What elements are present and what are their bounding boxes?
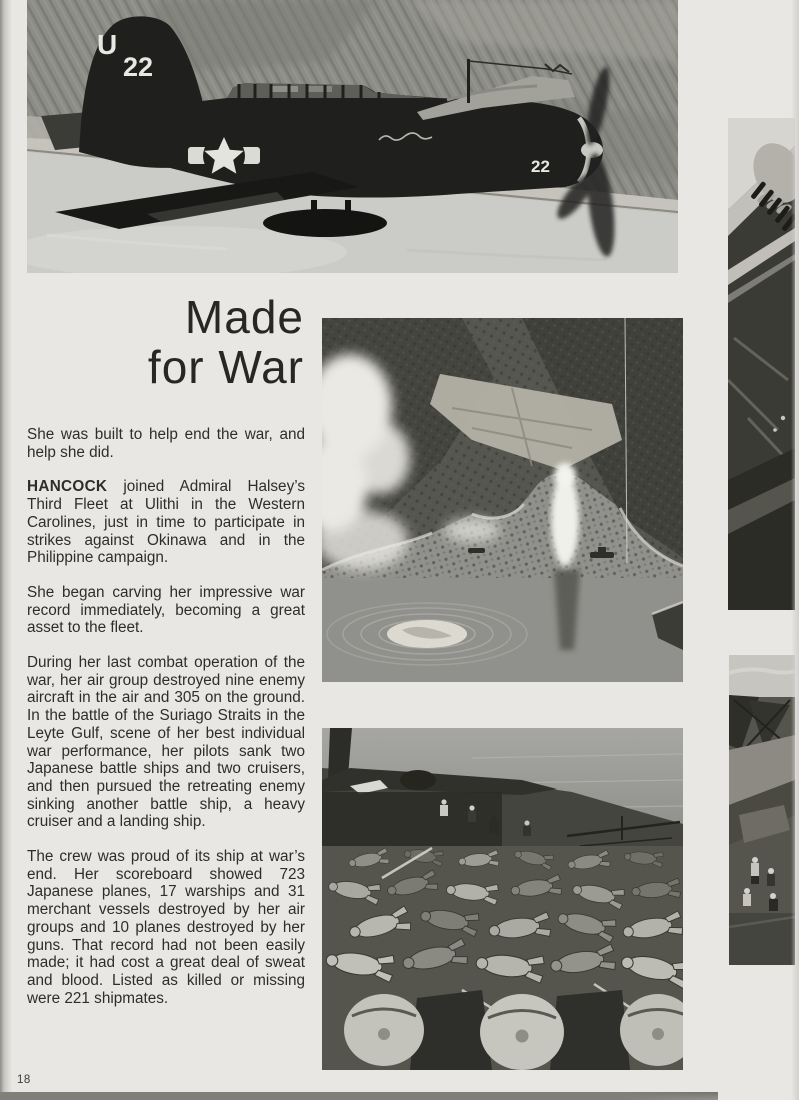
page-title-line2: for War	[147, 341, 304, 393]
tail-code-letter: U	[97, 29, 118, 60]
paragraph: HANCOCK joined Admiral Halsey’s Third Fleet at Ulithi in the Western Carolines, just in time to participate in strikes against Okinawa and in the Philippine campaign.	[27, 478, 305, 567]
body-text-column	[27, 426, 305, 1024]
page-bottom-edge	[0, 1092, 718, 1100]
photo-helldiver-aircraft	[27, 0, 678, 273]
page-title-line1: Made	[184, 291, 304, 343]
paragraph: During her last combat operation of the war, her air group destroyed nine enemy aircraft in the air and 305 on the ground. In the battle of the Suriago Straits in the Leyte Gulf, scene of her best individual war performance, her pilots sank two Japanese battle ships and two cruisers, and then pursued the retreating enemy sinking another battle ship, a heavy cruiser and a landing ship.	[27, 654, 305, 831]
page-title	[27, 292, 304, 392]
paragraph: The crew was proud of its ship at war’s end. Her scoreboard showed 723 Japanese planes, 17 warships and 31 merchant vessels destroyed by her air groups and 10 planes destroyed by her guns. That record had not been easily made; it had cost a great deal of sweat and blood. Listed as killed or missing were 221 shipmates.	[27, 848, 305, 1007]
photo-bombs-on-deck	[322, 728, 683, 1070]
nose-number: 22	[531, 157, 550, 176]
facing-page-photo-deck-scene	[729, 655, 795, 965]
page-edge-shadow	[791, 0, 799, 1100]
tail-code-number: 22	[123, 52, 154, 82]
photo-harbor-air-strike	[322, 318, 683, 682]
binding-shadow	[0, 0, 12, 1100]
page-number: 18	[17, 1074, 31, 1086]
paragraph: She was built to help end the war, and help she did.	[27, 426, 305, 461]
facing-page-photo-ammo-loading	[728, 118, 795, 610]
paragraph: She began carving her impressive war record immediately, becoming a great asset to the fleet.	[27, 583, 305, 637]
